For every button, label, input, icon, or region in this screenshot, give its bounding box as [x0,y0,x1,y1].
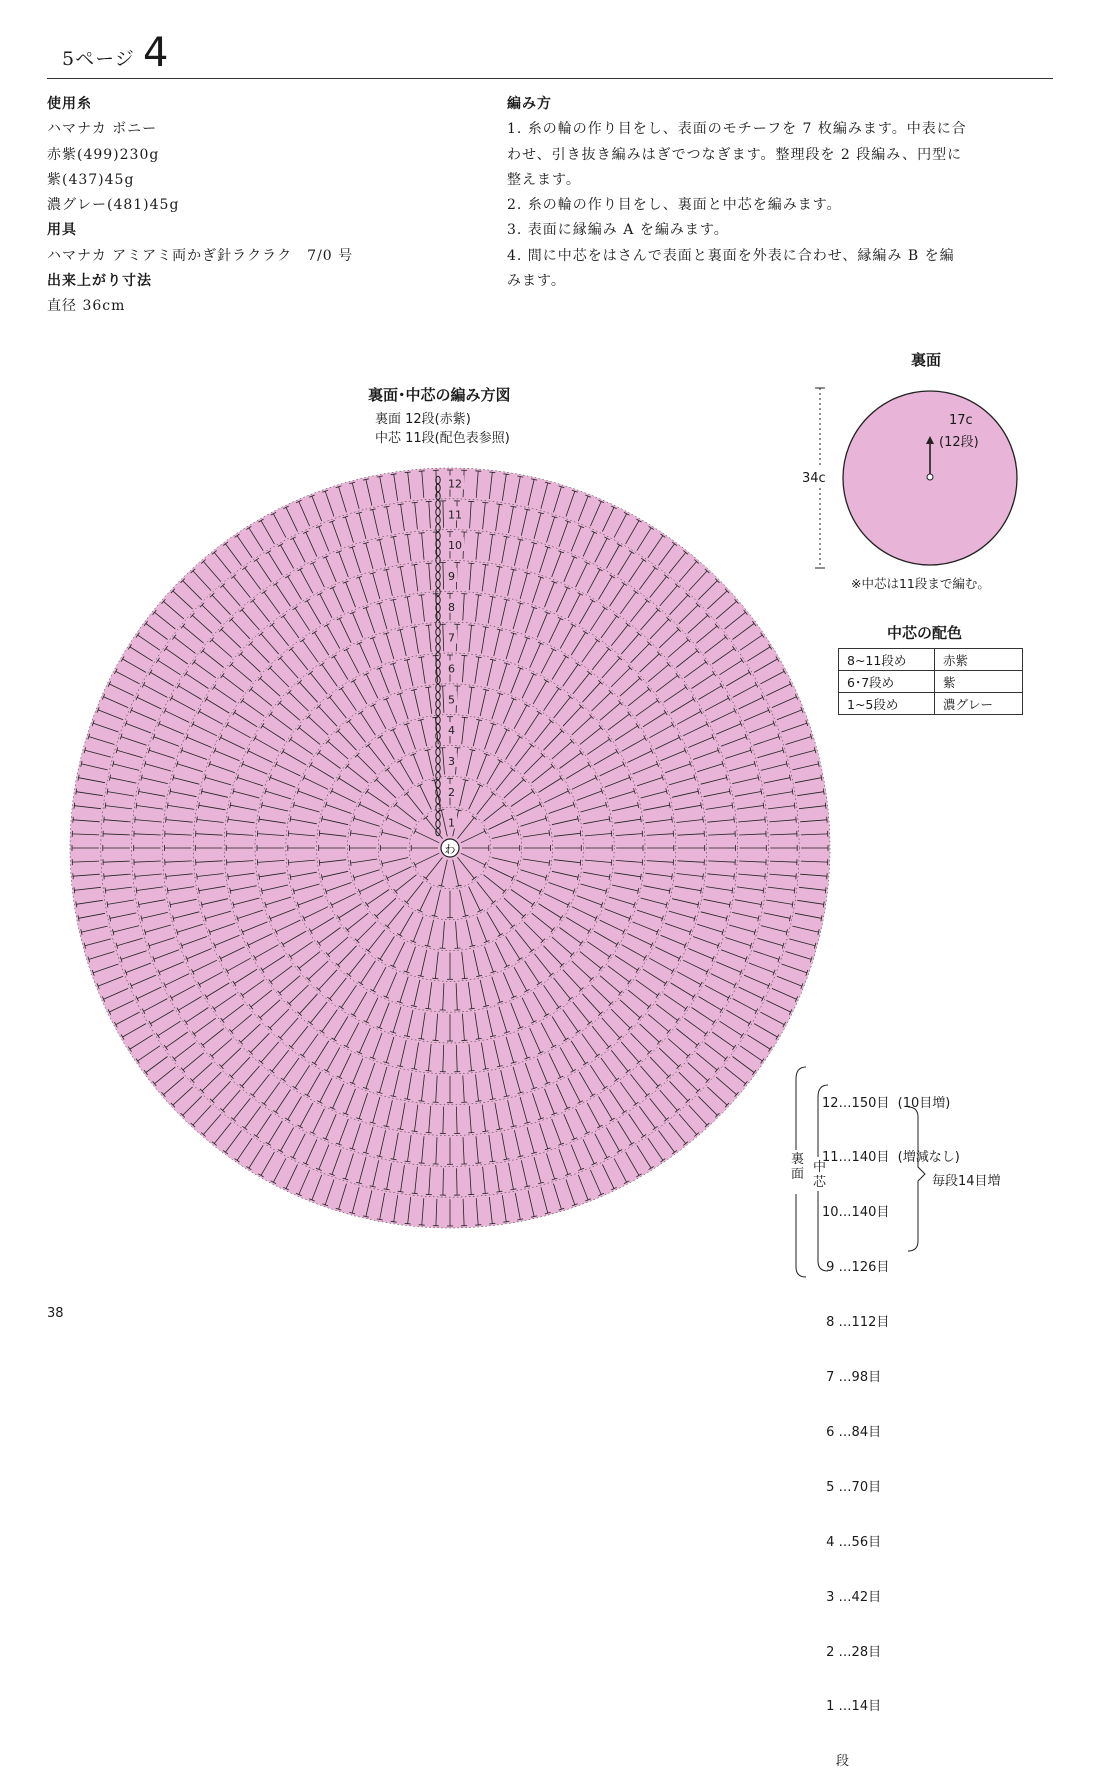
row-number-label: 7 [448,632,455,645]
page-number: 38 [47,1306,64,1321]
table-cell-rows: 8~11段め [839,649,935,671]
list-item [822,1149,960,1167]
row-number-label: 2 [448,786,455,799]
table-cell-rows: 6･7段め [839,671,935,693]
table-row [839,671,1023,693]
list-item [822,1589,960,1607]
stitch-top-mark [257,859,258,865]
back-diameter-label: 34c [802,471,826,486]
method-line: 3. 表面に縁編み A を編みます。 [507,218,1007,243]
list-item [822,1644,960,1662]
back-panel-title: 裏面 [911,349,941,370]
stitch-count: 5 …70目 [826,1480,881,1495]
stitch-top-mark [642,831,643,837]
tools-heading: 用具 [47,218,467,243]
row-number-label: 9 [448,570,455,583]
row-number-label: 12 [448,477,462,490]
stitch-top-mark [827,873,828,879]
color-table [838,648,1023,715]
stitch-top-mark [73,873,74,879]
row-unit-label: 段 [822,1753,960,1771]
yarn-line: 紫(437)45g [47,168,467,193]
list-item [822,1369,960,1387]
stitch-count: 9 …126目 [826,1260,889,1275]
list-item [822,1698,960,1716]
stitch-top-mark [796,873,797,879]
stitch-count-list [822,1058,960,1790]
method-line: わせ、引き抜き編みはぎでつなぎます。整理段を 2 段編み、円型に [507,143,1007,168]
list-item [822,1204,960,1222]
diagram-title: 裏面･中芯の編み方図 [368,384,511,405]
list-item [822,1479,960,1497]
stitch-top-mark [135,817,136,823]
center-point [927,474,933,480]
list-item [822,1424,960,1442]
increase-note: 毎段14目増 [932,1170,1001,1189]
method-heading: 編み方 [507,92,1007,117]
stitch-count: 7 …98目 [826,1370,881,1385]
table-cell-color: 赤紫 [935,649,1023,671]
stitch-top-mark [104,817,105,823]
color-table-title: 中芯の配色 [887,622,962,643]
stitch-count: 11…140目 [822,1150,889,1165]
method-line: みます。 [507,269,1007,294]
yarn-line: ハマナカ ボニー [47,117,467,142]
stitch-top-mark [419,1163,425,1164]
stitch-count: 2 …28目 [826,1645,881,1660]
stitch-top-mark [827,817,828,823]
stitch-count: 8 …112目 [826,1315,889,1330]
stitch-top-mark [135,873,136,879]
stitch-top-mark [642,859,643,865]
list-item [822,1259,960,1277]
table-row [839,649,1023,671]
stitch-top-mark [419,533,425,534]
label-back: 裏面 [791,1152,805,1182]
list-item [822,1534,960,1552]
stitch-top-mark [765,817,766,823]
table-cell-color: 濃グレー [935,693,1023,715]
label-core: 中芯 [813,1160,827,1190]
stitch-top-mark [796,817,797,823]
stitch-count: 10…140目 [822,1205,889,1220]
method-line: 4. 間に中芯をはさんで表面と裏面を外表に合わせ、縁編み B を編 [507,244,1007,269]
yarn-line: 赤紫(499)230g [47,143,467,168]
stitch-count: 3 …42目 [826,1590,881,1605]
stitch-top-mark [257,831,258,837]
list-item [822,1314,960,1332]
stitch-top-mark [433,1040,439,1041]
project-number: 4 [143,30,168,76]
stitch-top-mark [475,533,481,534]
yarn-heading: 使用糸 [47,92,467,117]
page-reference: 5ページ [62,44,135,71]
magic-ring-label: わ [445,843,456,856]
stitch-top-mark [765,873,766,879]
back-panel-diagram [790,380,1050,580]
stitch-top-mark [475,1225,481,1226]
size-line: 直径 36cm [47,294,467,319]
row-number-label: 5 [448,693,455,706]
row-number-label: 8 [448,601,455,614]
row-number-label: 3 [448,755,455,768]
stitch-top-mark [419,471,425,472]
stitch-top-mark [73,817,74,823]
table-cell-rows: 1~5段め [839,693,935,715]
yarn-line: 濃グレー(481)45g [47,193,467,218]
method-line: 2. 糸の輪の作り目をし、裏面と中芯を編みます。 [507,193,1007,218]
core-note: ※中芯は11段まで編む。 [851,574,990,592]
diagram-subtitle-back: 裏面 12段(赤紫) [375,408,471,427]
back-radius-rows: (12段) [939,431,979,450]
size-heading: 出来上がり寸法 [47,269,467,294]
stitch-count: 1 …14目 [826,1699,881,1714]
method-line: 1. 糸の輪の作り目をし、表面のモチーフを 7 枚編みます。中表に合 [507,117,1007,142]
tools-line: ハマナカ アミアミ両かぎ針ラクラク 7/0 号 [47,244,467,269]
row-number-label: 6 [448,662,455,675]
stitch-note: (10目増) [898,1096,951,1111]
method-line: 整えます。 [507,168,1007,193]
table-row [839,693,1023,715]
stitch-top-mark [104,873,105,879]
diagram-subtitle-core: 中芯 11段(配色表参照) [375,427,510,446]
stitch-note: (増減なし) [898,1150,960,1165]
stitch-count: 4 …56目 [826,1535,881,1550]
stitch-top-mark [419,1225,425,1226]
stitch-top-mark [461,1040,467,1041]
stitch-count: 12…150目 [822,1096,889,1111]
stitch-top-mark [461,655,467,656]
stitch-count: 6 …84目 [826,1425,881,1440]
back-radius-label: 17c [949,413,973,428]
stitch-top-mark [475,471,481,472]
row-number-label: 1 [448,817,455,830]
table-cell-color: 紫 [935,671,1023,693]
row-number-label: 10 [448,539,462,552]
list-item [822,1095,960,1113]
row-number-label: 4 [448,724,455,737]
stitch-top-mark [475,1163,481,1164]
row-number-label: 11 [448,508,462,521]
